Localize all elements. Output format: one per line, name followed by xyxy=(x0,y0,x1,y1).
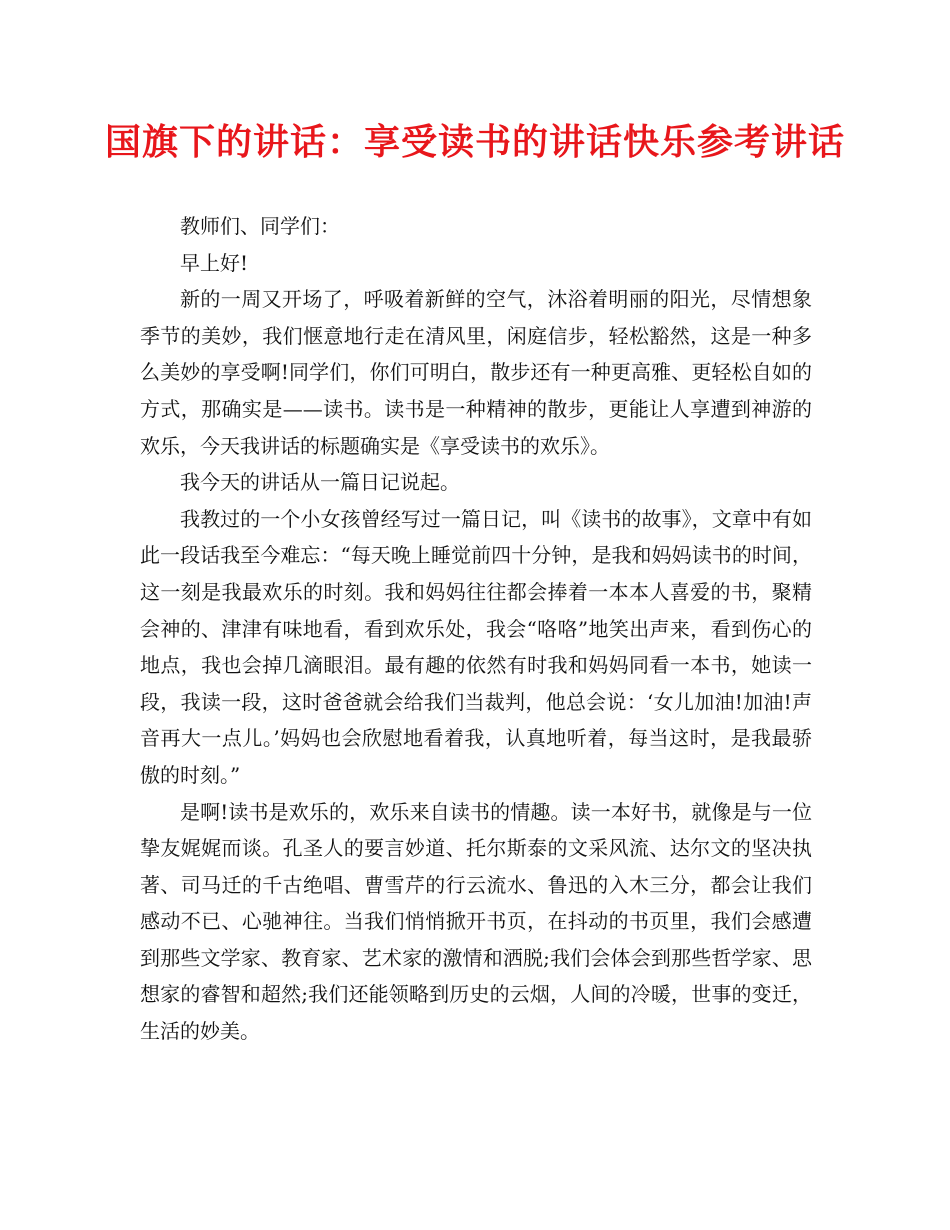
greeting: 早上好! xyxy=(180,250,249,275)
paragraph-opening: 新的一周又开场了，呼吸着新鲜的空气，沐浴着明丽的阳光，尽情想象季节的美妙，我们惬意地行走在清风里，闲庭信步，轻松豁然，这是一种多么美妙的享受啊!同学们，你们可明白，散步还有一种更高雅、更轻松自如的方式，那确实是——读书。读书是一种精神的散步，更能让人享遭到神游的欢乐，今天我讲话的标题确实是《享受读书的欢乐》。 xyxy=(140,287,812,458)
paragraph-diary-intro: 我今天的讲话从一篇日记说起。 xyxy=(180,470,460,495)
document-title: 国旗下的讲话：享受读书的讲话快乐参考讲话 xyxy=(104,122,845,163)
paragraph-reading-joy: 是啊!读书是欢乐的，欢乐来自读书的情趣。读一本好书，就像是与一位挚友娓娓而谈。孔圣人的要言妙道、托尔斯泰的文采风流、达尔文的坚决执著、司马迁的千古绝唱、曹雪芹的行云流水、鲁迅的入木三分，都会让我们感动不已、心驰神往。当我们悄悄掀开书页，在抖动的书页里，我们会感遭到那些文学家、教育家、艺术家的激情和洒脱;我们会体会到那些哲学家、思想家的睿智和超然;我们还能领略到历史的云烟，人间的冷暖，世事的变迁，生活的妙美。 xyxy=(140,799,812,1044)
salutation: 教师们、同学们： xyxy=(180,214,340,238)
paragraph-diary-quote: 我教过的一个小女孩曾经写过一篇日记，叫《读书的故事》，文章中有如此一段话我至今难忘：“每天晚上睡觉前四十分钟，是我和妈妈读书的时间，这一刻是我最欢乐的时刻。我和妈妈往往都会捧着一本本人喜爱的书，聚精会神的、津津有味地看，看到欢乐处，我会“咯咯”地笑出声来，看到伤心的地点，我也会掉几滴眼泪。最有趣的依然有时我和妈妈同看一本书，她读一段，我读一段，这时爸爸就会给我们当裁判，他总会说：‘女儿加油!加油!声音再大一点儿。’妈妈也会欣慰地看着我，认真地听着，每当这时，是我最骄傲的时刻。” xyxy=(140,506,812,787)
document-body xyxy=(140,208,812,1050)
